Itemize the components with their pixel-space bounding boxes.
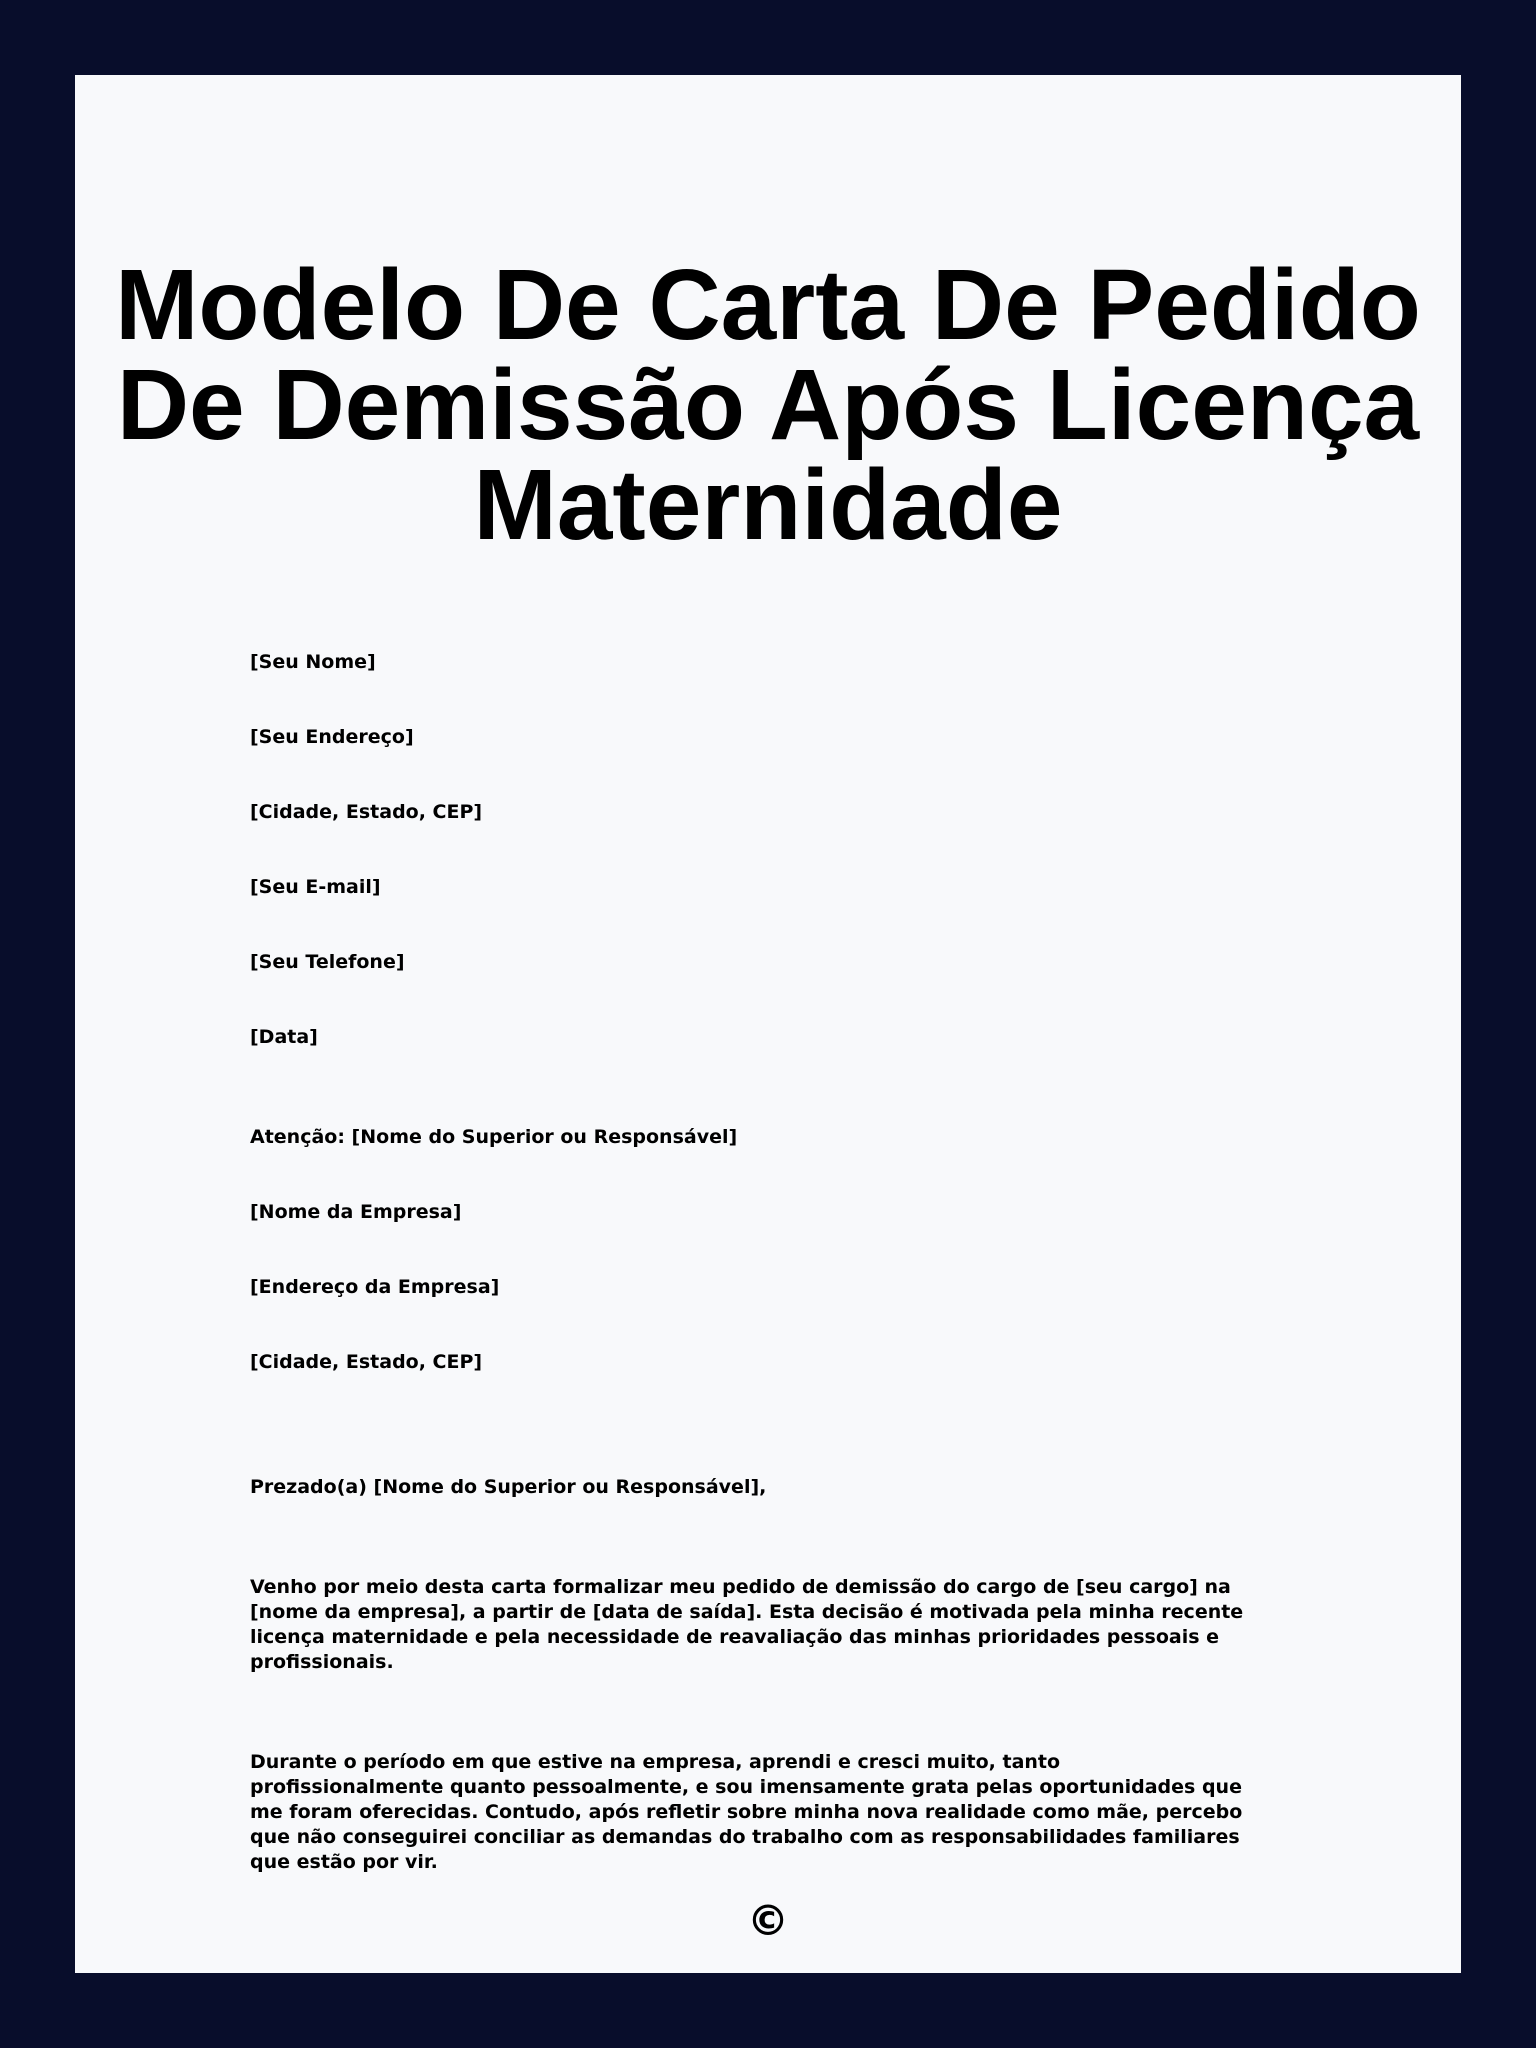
recipient-company: [Nome da Empresa] [250,1201,462,1223]
sender-address: [Seu Endereço] [250,726,414,748]
document-page [75,75,1461,1973]
page-title: Modelo De Carta De Pedido De Demissão Após Licença Maternidade [115,249,1421,561]
sender-block [250,650,1250,1100]
salutation: Prezado(a) [Nome do Superior ou Responsável], [250,1476,767,1498]
paragraph-1: Venho por meio desta carta formalizar meu pedido de demissão do cargo de [seu cargo] na [nome da empresa], a partir de [data de saída]. Esta decisão é motivada pela minha recente licença maternidade e pela necessidade de reavaliação das minhas prioridades pessoais e profissionais. [250,1576,1244,1673]
recipient-block [250,1125,1250,1425]
recipient-address: [Endereço da Empresa] [250,1276,500,1298]
spacer [250,1100,1250,1125]
sender-city: [Cidade, Estado, CEP] [250,801,483,823]
copyright-icon: © [747,1896,789,1945]
letter-body [250,650,1250,1875]
sender-phone: [Seu Telefone] [250,951,405,973]
sender-name: [Seu Nome] [250,651,376,673]
paragraph-2: Durante o período em que estive na empresa, aprendi e cresci muito, tanto profissionalmente quanto pessoalmente, e sou imensamente grata pelas oportunidades que me foram oferecidas. Contudo, após refletir sobre minha nova realidade como mãe, percebo que não conseguirei conciliar as demandas do trabalho com as responsabilidades familiares que estão por vir. [250,1751,1243,1873]
recipient-attention: Atenção: [Nome do Superior ou Responsável] [250,1126,738,1148]
sender-email: [Seu E-mail] [250,876,381,898]
letter-date: [Data] [250,1026,318,1048]
recipient-city: [Cidade, Estado, CEP] [250,1351,483,1373]
